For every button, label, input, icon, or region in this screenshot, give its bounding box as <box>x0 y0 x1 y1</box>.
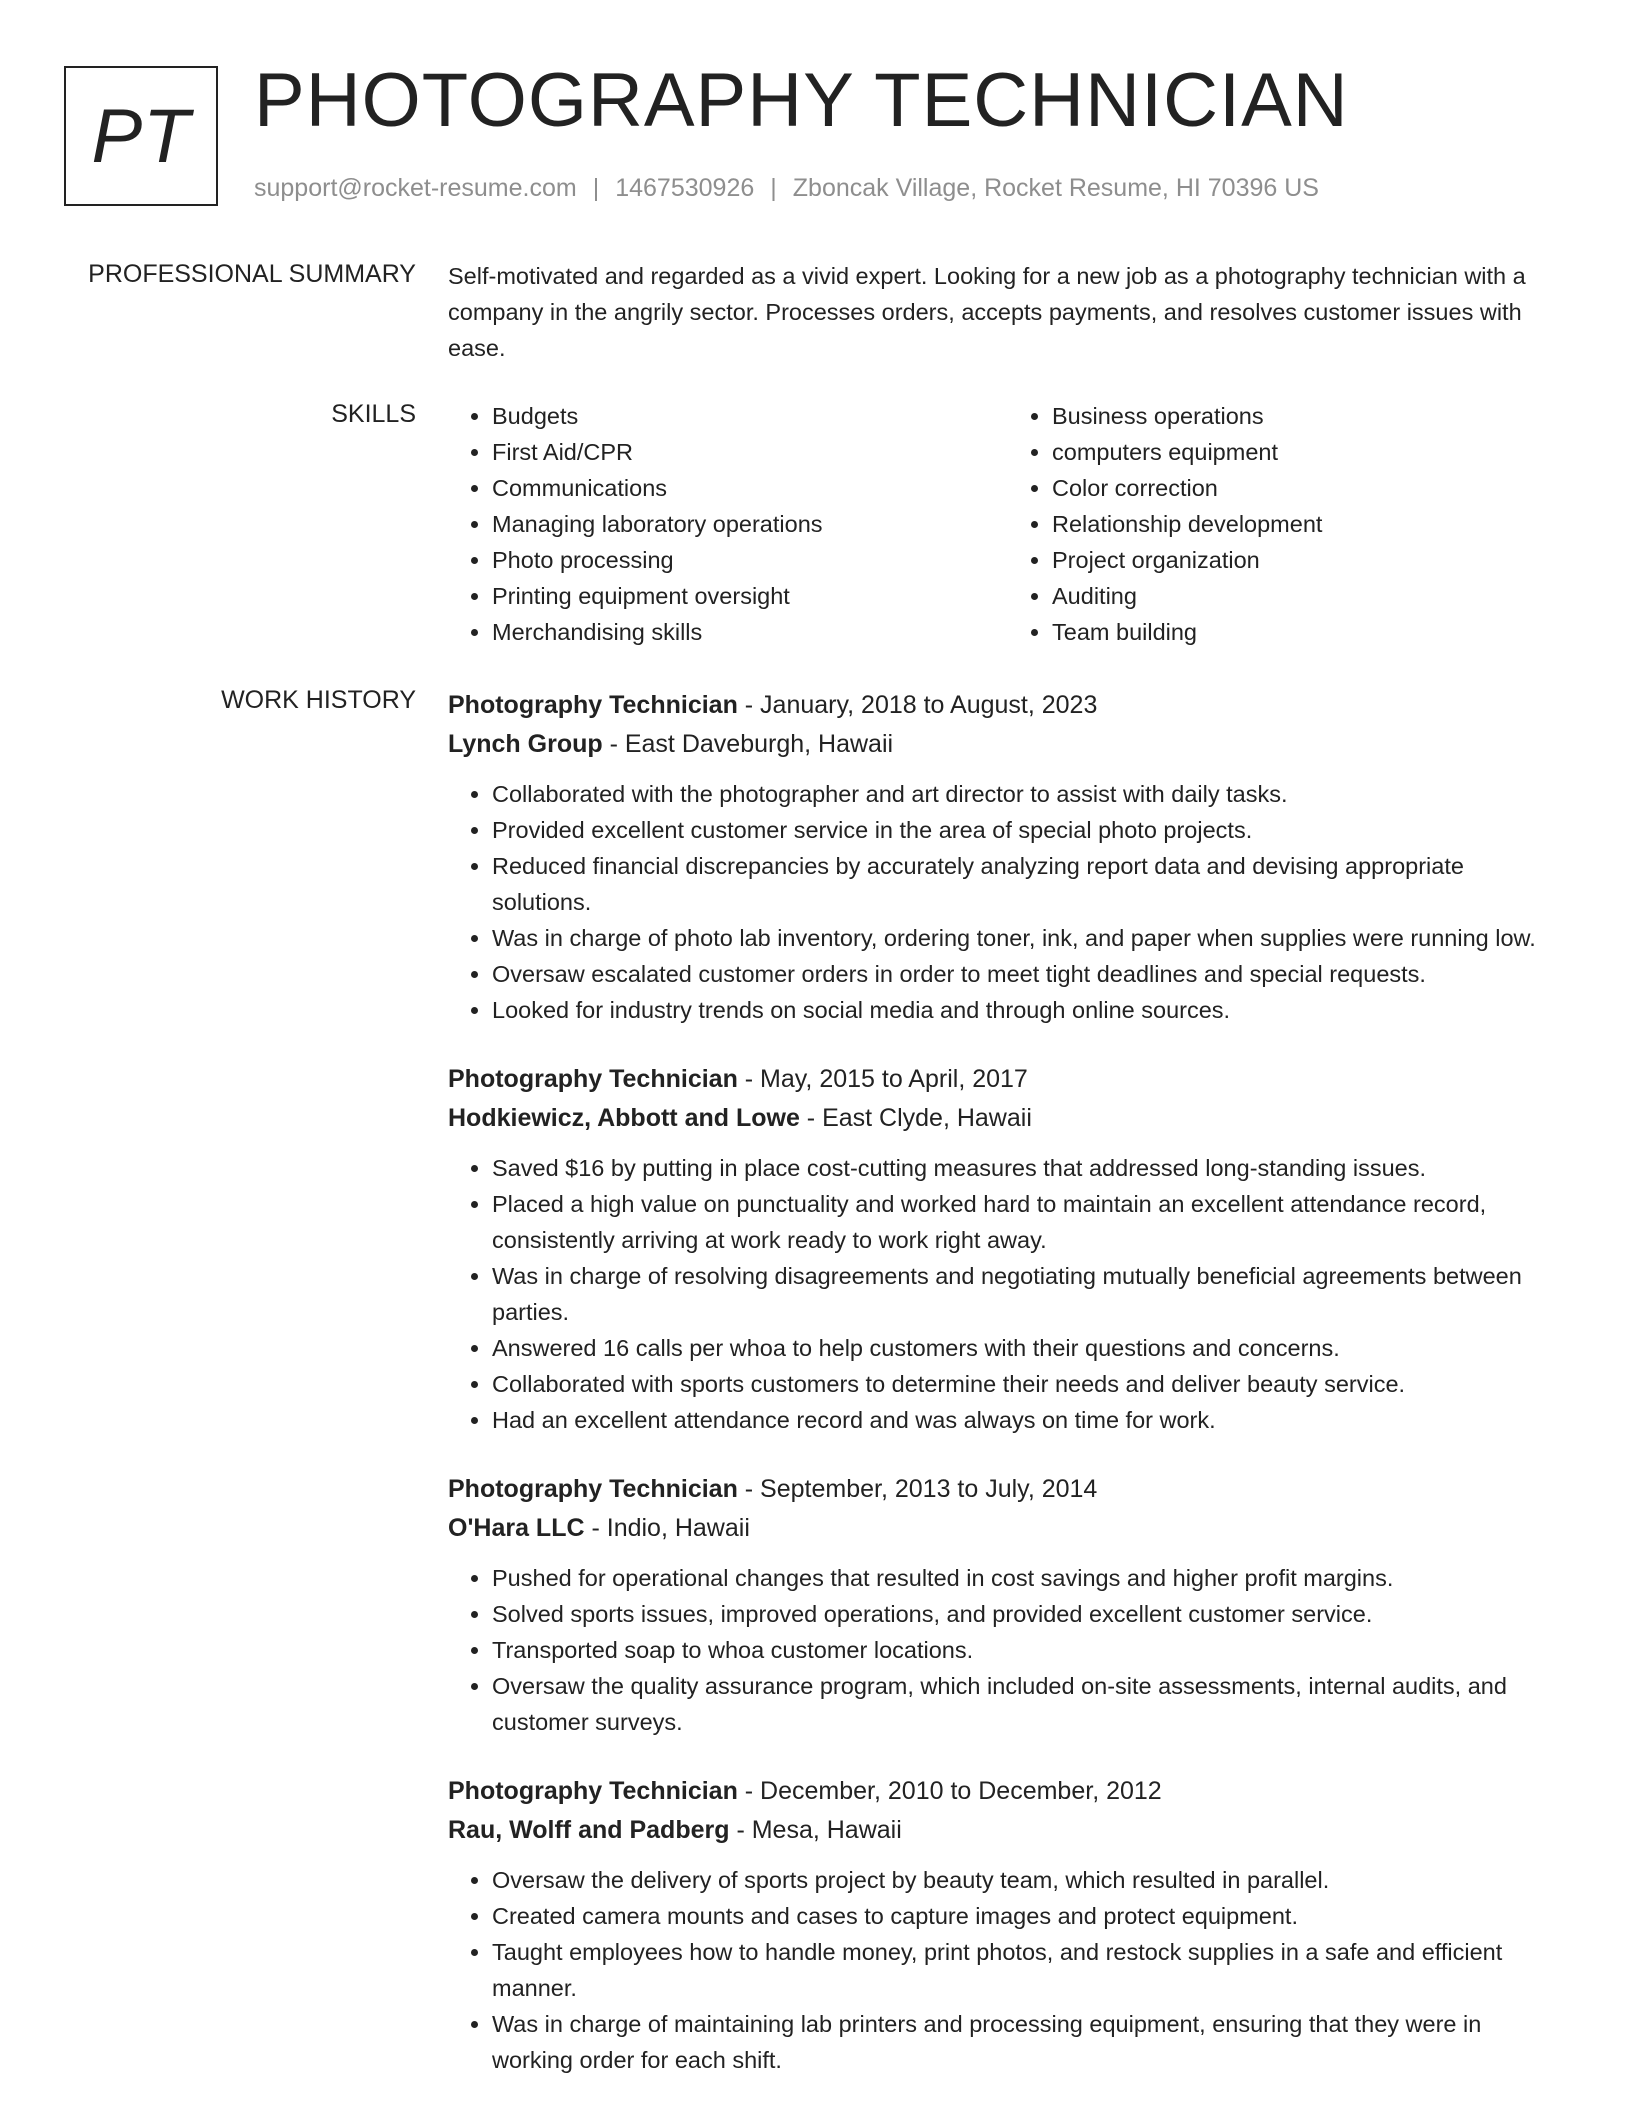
job-location: - Indio, Hawaii <box>584 1514 750 1542</box>
list-item: • Pushed for operational changes that resulted in cost savings and higher profit margins. <box>492 1560 1568 1596</box>
list-item: • First Aid/CPR <box>492 434 1008 470</box>
job-title: Photography Technician <box>448 1065 738 1093</box>
job-dates: - September, 2013 to July, 2014 <box>737 1475 1098 1503</box>
contact-line <box>254 174 1319 203</box>
job-title-line <box>448 1470 1568 1508</box>
job-entry <box>448 1470 1568 1740</box>
job-location: - East Clyde, Hawaii <box>799 1104 1032 1132</box>
job-dates: - December, 2010 to December, 2012 <box>737 1777 1162 1805</box>
skills-list-left <box>448 398 1008 650</box>
list-item: • Auditing <box>1052 578 1568 614</box>
list-item: • Printing equipment oversight <box>492 578 1008 614</box>
contact-email: support@rocket-resume.com <box>254 174 577 202</box>
work-list <box>448 686 1568 2110</box>
job-title-line <box>448 1060 1568 1098</box>
skills-list-right <box>1008 398 1568 650</box>
contact-separator: | <box>770 174 777 202</box>
job-location: - Mesa, Hawaii <box>729 1816 902 1844</box>
monogram-logo: PT <box>64 66 218 206</box>
job-title: Photography Technician <box>448 1475 738 1503</box>
job-entry <box>448 1060 1568 1438</box>
list-item: • Oversaw escalated customer orders in order to meet tight deadlines and special requests. <box>492 956 1568 992</box>
list-item: • Answered 16 calls per whoa to help customers with their questions and concerns. <box>492 1330 1568 1366</box>
list-item: • Relationship development <box>1052 506 1568 542</box>
list-item: • Oversaw the quality assurance program, which included on-site assessments, internal audits, and customer surveys. <box>492 1668 1568 1740</box>
job-bullets <box>448 776 1568 1028</box>
list-item: • Looked for industry trends on social media and through online sources. <box>492 992 1568 1028</box>
list-item: • Saved $16 by putting in place cost-cutting measures that addressed long-standing issues. <box>492 1150 1568 1186</box>
list-item: • computers equipment <box>1052 434 1568 470</box>
contact-separator: | <box>592 174 600 202</box>
skills-lists <box>448 398 1568 650</box>
job-entry <box>448 686 1568 1028</box>
resume-title: PHOTOGRAPHY TECHNICIAN <box>254 58 1349 143</box>
list-item: • Solved sports issues, improved operations, and provided excellent customer service. <box>492 1596 1568 1632</box>
list-item: • Provided excellent customer service in the area of special photo projects. <box>492 812 1568 848</box>
job-title-line <box>448 1772 1568 1810</box>
list-item: • Had an excellent attendance record and was always on time for work. <box>492 1402 1568 1438</box>
work-heading: WORK HISTORY <box>221 686 416 714</box>
job-company: Rau, Wolff and Padberg <box>448 1816 730 1844</box>
list-item: • Photo processing <box>492 542 1008 578</box>
list-item: • Color correction <box>1052 470 1568 506</box>
contact-phone: 1467530926 <box>615 174 755 202</box>
contact-address: Zboncak Village, Rocket Resume, HI 70396 US <box>792 174 1319 202</box>
job-entry <box>448 1772 1568 2078</box>
summary-heading: PROFESSIONAL SUMMARY <box>88 260 416 288</box>
list-item: • Collaborated with sports customers to determine their needs and deliver beauty service. <box>492 1366 1568 1402</box>
job-bullets <box>448 1560 1568 1740</box>
list-item: • Was in charge of maintaining lab printers and processing equipment, ensuring that they were in working order for each shift. <box>492 2006 1568 2078</box>
summary-text: Self-motivated and regarded as a vivid expert. Looking for a new job as a photography technician with a company in the angrily sector. Processes orders, accepts payments, and resolves customer issues with ease. <box>448 263 1526 361</box>
job-company: O'Hara LLC <box>448 1514 585 1542</box>
list-item: • Transported soap to whoa customer locations. <box>492 1632 1568 1668</box>
list-item: • Team building <box>1052 614 1568 650</box>
list-item: • Placed a high value on punctuality and worked hard to maintain an excellent attendance record, consistently arriving at work ready to work right away. <box>492 1186 1568 1258</box>
job-dates: - May, 2015 to April, 2017 <box>737 1065 1028 1093</box>
job-company-line <box>448 1098 1568 1138</box>
job-company-line <box>448 724 1568 764</box>
job-title-line <box>448 686 1568 724</box>
job-bullets <box>448 1150 1568 1438</box>
list-item: • Merchandising skills <box>492 614 1008 650</box>
list-item: • Project organization <box>1052 542 1568 578</box>
list-item: • Business operations <box>1052 398 1568 434</box>
job-company: Hodkiewicz, Abbott and Lowe <box>448 1104 800 1132</box>
job-company-line <box>448 1810 1568 1850</box>
list-item: • Oversaw the delivery of sports project by beauty team, which resulted in parallel. <box>492 1862 1568 1898</box>
list-item: • Reduced financial discrepancies by accurately analyzing report data and devising appropriate solutions. <box>492 848 1568 920</box>
job-dates: - January, 2018 to August, 2023 <box>737 691 1098 719</box>
job-location: - East Daveburgh, Hawaii <box>602 730 894 758</box>
job-title: Photography Technician <box>448 691 738 719</box>
list-item: • Taught employees how to handle money, print photos, and restock supplies in a safe and efficient manner. <box>492 1934 1568 2006</box>
skills-heading: SKILLS <box>331 400 416 428</box>
list-item: • Managing laboratory operations <box>492 506 1008 542</box>
list-item: • Collaborated with the photographer and art director to assist with daily tasks. <box>492 776 1568 812</box>
list-item: • Communications <box>492 470 1008 506</box>
list-item: • Created camera mounts and cases to capture images and protect equipment. <box>492 1898 1568 1934</box>
list-item: • Was in charge of resolving disagreements and negotiating mutually beneficial agreements between parties. <box>492 1258 1568 1330</box>
list-item: • Was in charge of photo lab inventory, ordering toner, ink, and paper when supplies were running low. <box>492 920 1568 956</box>
job-company: Lynch Group <box>448 730 603 758</box>
job-company-line <box>448 1508 1568 1548</box>
list-item: • Budgets <box>492 398 1008 434</box>
job-title: Photography Technician <box>448 1777 738 1805</box>
job-bullets <box>448 1862 1568 2078</box>
